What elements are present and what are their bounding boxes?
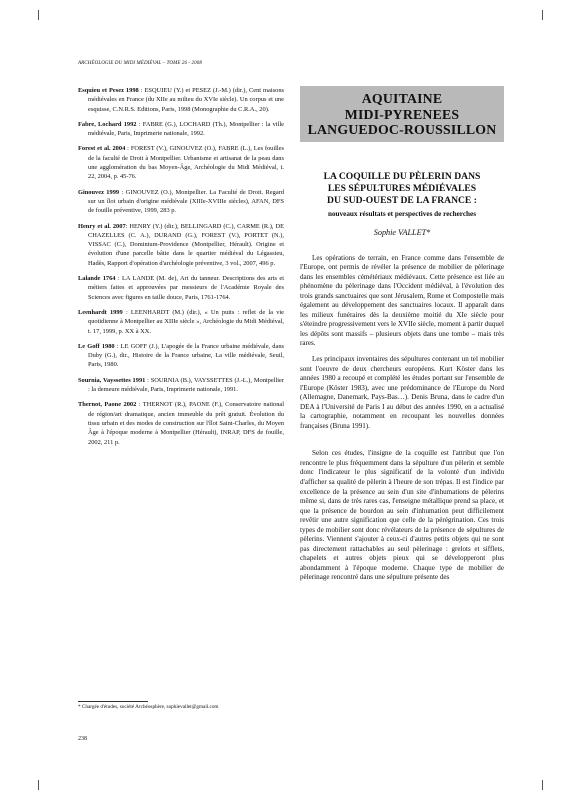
- crop-mark-top-left: [28, 10, 39, 20]
- reference-text: : HENRY (Y.) (dir.), BELLINGARD (C.), CARME (R.), DE CHAZELLES (C. A.), DURAND (G.), FOREST (V.), PORTET (N.), VISSAC (C.), Dominium-Providence (Montpellier, Hérault). Origine et évolution d'une parcelle bâtie dans le quartier médiéval du Légassieu, Hadès, Rapport d'opération d'archéologie préventive, 3 vol., 2007, 496 p.: [88, 222, 284, 267]
- reference-key: Le Goff 1980: [78, 342, 115, 350]
- reference-entry: [78, 86, 284, 114]
- reference-entry: [78, 120, 284, 139]
- reference-entry: [78, 308, 284, 336]
- reference-text: : LE GOFF (J.), L'apogée de la France urbaine médiévale, dans Duby (G.), dir., Histoire de la France urbaine, La ville médiévale, Seuil, Paris, 1980.: [88, 342, 284, 369]
- reference-entry: [78, 400, 284, 446]
- crop-mark-bottom-left: [28, 780, 39, 790]
- footnote: * Chargée d'études, société Archéosphère, sophievallet@gmail.com: [78, 704, 219, 710]
- reference-key: Esquieu et Pesez 1998: [78, 87, 139, 94]
- region-line-3: LANGUEDOC-ROUSSILLON: [307, 122, 497, 137]
- reference-text: : THERNOT (R.), PAONE (F.), Conservatoire national de région/art dramatique, ancien immeuble du prêt gratuit. Évolution du tissu urbain et des modes de construction sur l'îlot Saint-Charles, du Moyen Âge à l'époque moderne à Montpellier (Hérault), INRAP, DFS de fouille, 2002, 211 p.: [88, 401, 284, 446]
- running-head: ARCHÉOLOGIE DU MIDI MÉDIÉVAL – TOME 26 - 2008: [78, 61, 202, 66]
- reference-entry: [78, 376, 284, 395]
- reference-text: : FABRE (G.), LOCHARD (Th.), Montpellier : la ville médiévale, Paris, Imprimerie nationale, 1992.: [88, 120, 284, 138]
- reference-key: Ginouvez 1999: [78, 188, 120, 196]
- reference-key: Forest et al. 2004: [78, 145, 126, 153]
- page-number: 238: [78, 736, 87, 742]
- reference-key: Thernot, Paone 2002: [78, 401, 137, 409]
- reference-entry: [78, 222, 284, 268]
- footnote-rule: [78, 701, 148, 702]
- reference-text: : GINOUVEZ (O.), Montpellier. La Faculté de Droit. Regard sur un îlot urbain d'origine médiévale (XIIIe-XVIIIe siècles), AFAN, DFS de fouille préventive, 1999, 283 p.: [88, 188, 284, 215]
- body-paragraph: Les principaux inventaires des sépultures contenant un tel mobilier sont l'oeuvre de deux chercheurs européens. Kurt Köster dans les années 1980 a recoupé et complété les études portant sur l'ensemble de l'Europe (Köster 1983), avec une prédominance de l'Europe du Nord (Allemagne, Danemark, Pays-Bas…). Denis Bruna, dans le cadre d'un DEA à l'Université de Paris I au début des années 1990, en a actualisé la cartographie, notamment en recoupant les nouvelles données françaises (Bruna 1991).: [300, 354, 504, 430]
- region-line-1: AQUITAINE: [361, 91, 443, 106]
- article-title: [300, 171, 504, 207]
- reference-text: : ESQUIEU (Y.) et PESEZ (J.-M.) (dir.), Cent maisons médiévales en France (du XIIe au milieu du XVIe siècle). Un corpus et une esquisse, C.N.R.S. Editions, Paris, 1998 (Monographie du C.R.A., 20).: [88, 87, 284, 113]
- reference-key: Henry et al. 2007: [78, 222, 126, 230]
- article-title-line-2: LES SÉPULTURES MÉDIÉVALES: [327, 182, 477, 194]
- region-line-2: MIDI-PYRENEES: [344, 106, 460, 122]
- crop-mark-top-right: [542, 10, 553, 20]
- reference-key: Fabre, Lochard 1992: [78, 120, 137, 128]
- body-paragraph: Les opérations de terrain, en France comme dans l'ensemble de l'Europe, ont permis de révéler la présence de mobilier de pèlerinage dans les ensembles cémétériaux médiévaux. Cette présence est liée au phénomène du pèlerinage dans l'Occident médiéval, à l'évolution des trois grands sanctuaires que sont Jérusalem, Rome et Compostelle mais également au développement des sanctuaires locaux. Il apparaît dans les milieux funéraires dès la deuxième moitié du XIe siècle pour s'éteindre progressivement vers le XVIIe siècle, moment à partir duquel les dépôts sont massifs – plusieurs objets dans une tombe – mais très rares.: [300, 253, 504, 348]
- author-name: Sophie VALLET*: [373, 227, 431, 237]
- bibliography-column: [78, 86, 284, 453]
- reference-text: : LA LANDE (M. de), Art du tanneur. Descriptions des arts et métiers faites et approuvées par messieurs de l'Académie Royale des Sciences avec figures en taille douce, Paris, 1761-1764.: [88, 275, 284, 301]
- reference-text: : FOREST (V.), GINOUVEZ (O.), FABRE (L.), Les fouilles de la faculté de Droit à Montpellier. Urbanisme et artisanat de la peau dans une agglomération du bas Moyen-Âge, Archéologie du Midi Médiéval, t. 22, 2004, p. 45-76.: [88, 145, 284, 181]
- reference-entry: [78, 144, 284, 181]
- crop-mark-bottom-right: [542, 780, 553, 790]
- reference-entry: [78, 188, 284, 216]
- reference-key: Leenhardt 1999: [78, 308, 123, 316]
- reference-text: : SOURNIA (B.), VAYSSETTES (J.-L.), Montpellier : la demeure médiévale, Paris, Imprimerie nationale, 1991.: [88, 376, 285, 394]
- reference-entry: [78, 342, 284, 370]
- region-heading-box: [300, 86, 504, 142]
- reference-entry: [78, 274, 284, 302]
- body-paragraph: Selon ces études, l'insigne de la coquille est l'attribut que l'on rencontre le plus fréquemment dans la sépulture d'un pèlerin et semble donc l'indicateur le plus significatif de la volonté d'un individu d'afficher sa qualité de pèlerin à l'heure de son trépas. Il est l'indice par excellence de la présence au sein d'un site d'inhumations de pèlerins même si, dans de très rares cas, l'enseigne métallique prend sa place, et que la présence de bourdon au sein d'inhumation peut difficilement revêtir une autre signification que celle de la pérégrination. Ces trois types de mobilier sont donc révélateurs de la présence de sépultures de pèlerins. Viennent s'ajouter à ceux-ci d'autres petits objets qui ne sont pas directement rattachables au seul pèlerinage : grelots et sifflets, chapelets et autres objets pieux qui se développeront plus abondamment à l'époque moderne. Chaque type de mobilier de pèlerinage rencontré dans une sépulture présente des: [300, 449, 504, 582]
- article-subtitle: nouveaux résultats et perspectives de recherches: [327, 209, 477, 218]
- article-title-line-3: DU SUD-OUEST DE LA FRANCE :: [327, 194, 477, 206]
- reference-text: : LEENHARDT (M.) (dir.), « Un puits : reflet de la vie quotidienne à Montpellier au XIIIe siècle », Archéologie du Midi Médiéval, t. 17, 1999, p. XX à XX.: [88, 308, 285, 335]
- reference-key: Sournia, Vayssettes 1991: [78, 376, 146, 384]
- article-title-line-1: LA COQUILLE DU PÈLERIN DANS: [323, 170, 481, 182]
- article-column: [300, 86, 504, 589]
- reference-key: Lalande 1764: [78, 275, 116, 283]
